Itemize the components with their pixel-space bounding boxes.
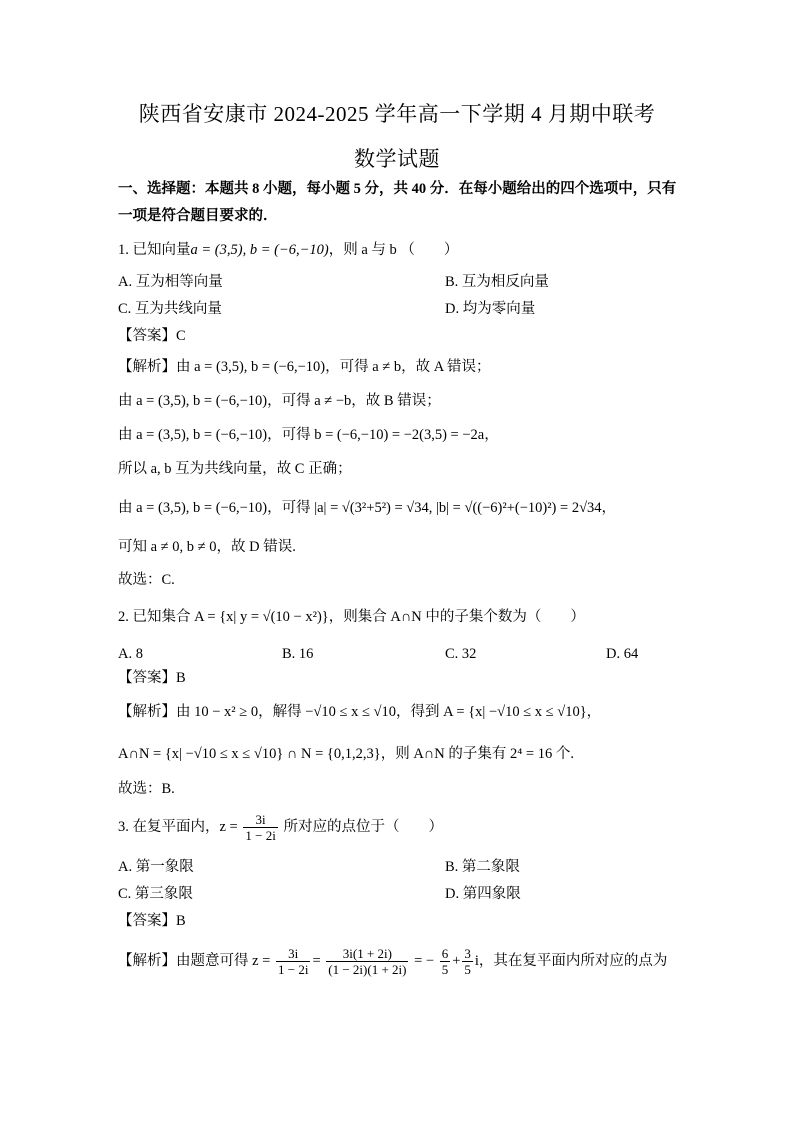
q1-answer: 【答案】C	[118, 328, 186, 344]
q2-option-a: A. 8	[118, 646, 143, 662]
q1-analysis-3: 由 a = (3,5), b = (−6,−10)，可得 b = (−6,−10) = −2(3,5) = −2a，	[118, 427, 499, 443]
q1-option-c: C. 互为共线向量	[118, 301, 222, 317]
q1-option-a: A. 互为相等向量	[118, 274, 223, 290]
q3-analysis-1: 【解析】由题意可得 z = $\frac{3i}{1 - 2i}$ = $\frac{3i(1 + 2i)}{(1 - 2i)(1 + 2i)}$ = − $\frac{6}{5}$ + $\frac{3}{5}$ i，其在复平面内所对应的点为	[118, 946, 668, 977]
q3-analysis-post: i，其在复平面内所对应的点为	[474, 952, 668, 969]
q2-analysis-2: A∩N = {x| −√10 ≤ x ≤ √10} ∩ N = {0,1,2,3}，则 A∩N 的子集有 2⁴ = 16 个.	[118, 746, 574, 762]
q3-fraction	[243, 812, 277, 843]
q2-option-c: C. 32	[445, 646, 477, 662]
q3-analysis-frac-1-num: 3i	[276, 946, 310, 962]
section-heading-line2: 一项是符合题目要求的．	[118, 208, 278, 224]
q3-option-b: B. 第二象限	[445, 859, 520, 875]
q3-analysis-frac-4-den: 5	[464, 962, 471, 977]
section-heading-line1: 一、选择题：本题共 8 小题，每小题 5 分，共 40 分．在每小题给出的四个选项中，只有	[118, 181, 677, 197]
q1-analysis-6: 可知 a ≠ 0, b ≠ 0，故 D 错误.	[118, 539, 296, 555]
q3-analysis-frac-3-num: 6	[441, 946, 449, 961]
q3-fraction-den: 1 − 2i	[245, 828, 276, 843]
q2-stem: 2. 已知集合 A = {x| y = √(10 − x²)}，则集合 A∩N 中的子集个数为（ ）	[118, 609, 585, 625]
q1-stem-pre: 1. 已知向量	[118, 242, 191, 258]
q2-option-d: D. 64	[606, 646, 639, 662]
q3-analysis-frac-3	[440, 946, 451, 977]
q3-analysis-frac-4	[462, 946, 473, 977]
q3-analysis-frac-1	[276, 946, 310, 977]
q3-analysis-frac-4-num: 3	[464, 946, 471, 961]
document-title: 陕西省安康市 2024-2025 学年高一下学期 4 月期中联考	[138, 102, 656, 126]
q1-analysis-1: 【解析】由 a = (3,5), b = (−6,−10)，可得 a ≠ b，故 A 错误；	[118, 359, 491, 375]
q2-option-b: B. 16	[282, 646, 314, 662]
q2-analysis-3: 故选：B.	[118, 781, 175, 797]
q1-analysis-2: 由 a = (3,5), b = (−6,−10)，可得 a ≠ −b，故 B 错误；	[118, 393, 441, 409]
q3-option-d: D. 第四象限	[445, 886, 521, 902]
q1-stem-math: a = (3,5), b = (−6,−10)	[190, 242, 329, 258]
q1-analysis-4: 所以 a, b 互为共线向量，故 C 正确；	[118, 461, 352, 477]
q1-option-b: B. 互为相反向量	[445, 274, 549, 290]
q3-analysis-frac-3-den: 5	[441, 962, 449, 977]
document-subtitle: 数学试题	[354, 147, 440, 171]
q3-analysis-frac-2-den: (1 − 2i)(1 + 2i)	[328, 962, 407, 977]
q3-option-c: C. 第三象限	[118, 886, 193, 902]
q3-answer: 【答案】B	[118, 913, 186, 929]
q3-option-a: A. 第一象限	[118, 859, 194, 875]
q3-analysis-eq-b: +	[452, 952, 461, 969]
q1-analysis-7: 故选：C.	[118, 572, 175, 588]
q2-answer: 【答案】B	[118, 670, 186, 686]
q3-analysis-frac-2-num: 3i(1 + 2i)	[326, 946, 408, 962]
q3-stem	[118, 812, 443, 843]
q3-stem-pre: 3. 在复平面内，z =	[118, 818, 238, 835]
q1-option-d: D. 均为零向量	[445, 301, 536, 317]
q3-fraction-num: 3i	[243, 812, 277, 828]
q3-analysis-eq-a: = −	[414, 952, 435, 969]
q2-analysis-1: 【解析】由 10 − x² ≥ 0，解得 −√10 ≤ x ≤ √10，得到 A = {x| −√10 ≤ x ≤ √10}，	[118, 704, 602, 720]
q1-analysis-5: 由 a = (3,5), b = (−6,−10)，可得 |a| = √(3²+5²) = √34, |b| = √((−6)²+(−10)²) = 2√34，	[118, 500, 617, 516]
q3-stem-post: 所对应的点位于（ ）	[283, 818, 443, 835]
q3-analysis-frac-2	[326, 946, 408, 977]
q3-analysis-pre: 【解析】由题意可得 z =	[118, 952, 271, 969]
q1-stem	[118, 240, 458, 260]
q1-stem-post: ，则 a 与 b （ ）	[328, 242, 459, 258]
q3-analysis-frac-1-den: 1 − 2i	[278, 962, 309, 977]
